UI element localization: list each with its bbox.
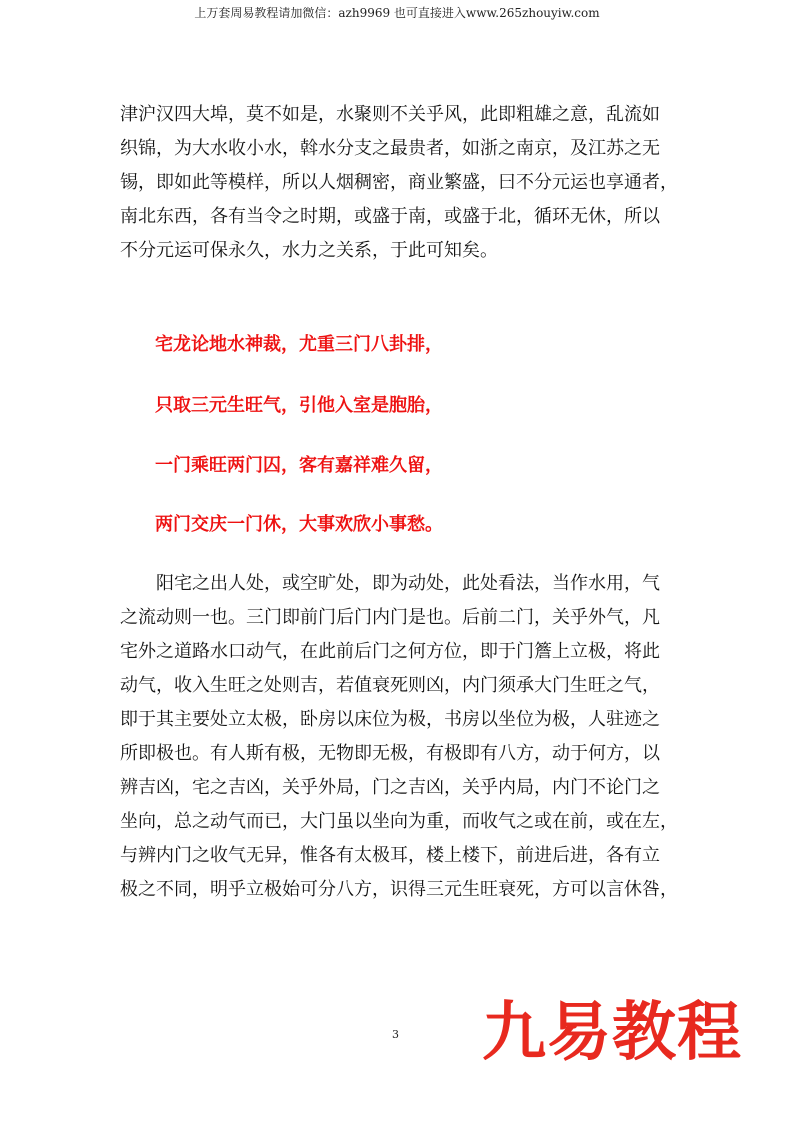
text-line: 辨吉凶，宅之吉凶，关乎外局，门之吉凶，关乎内局，内门不论门之 xyxy=(120,777,660,798)
text-line: 动气，收入生旺之处则吉，若值衰死则凶，内门须承大门生旺之气， xyxy=(120,675,660,696)
verse-line-4: 两门交庆一门休，大事欢欣小事愁。 xyxy=(155,514,443,535)
text-line: 即于其主要处立太极，卧房以床位为极，书房以坐位为极，人驻迹之 xyxy=(120,709,660,730)
text-line: 之流动则一也。三门即前门后门内门是也。后前二门，关乎外气，凡 xyxy=(120,607,660,628)
verse-line-1: 宅龙论地水神裁，尤重三门八卦排， xyxy=(155,334,443,355)
page-header: 上万套周易教程请加微信：azh9969 也可直接进入www.265zhouyiw.com xyxy=(194,6,600,20)
text-line: 不分元运可保永久，水力之关系，于此可知矣。 xyxy=(120,240,498,261)
text-line: 南北东西，各有当令之时期，或盛于南，或盛于北，循环无休，所以 xyxy=(120,206,660,227)
verse-line-3: 一门乘旺两门囚，客有嘉祥难久留， xyxy=(155,455,443,476)
watermark-logo: 九易教程 xyxy=(482,996,742,1070)
text-line: 坐向，总之动气而已，大门虽以坐向为重，而收气之或在前，或在左， xyxy=(120,811,678,832)
text-line: 津沪汉四大埠，莫不如是，水聚则不关乎风，此即粗雄之意，乱流如 xyxy=(120,104,660,125)
verse-line-2: 只取三元生旺气，引他入室是胞胎， xyxy=(155,395,443,416)
text-line: 锡，即如此等模样，所以人烟稠密，商业繁盛，曰不分元运也享通者， xyxy=(120,172,678,193)
text-line: 所即极也。有人斯有极，无物即无极，有极即有八方，动于何方，以 xyxy=(120,743,660,764)
paragraph-1 xyxy=(120,98,686,268)
text-line: 与辨内门之收气无异，惟各有太极耳，楼上楼下，前进后进，各有立 xyxy=(120,845,660,866)
text-line: 阳宅之出人处，或空旷处，即为动处，此处看法，当作水用，气 xyxy=(156,573,660,594)
page-number: 3 xyxy=(392,1028,399,1041)
text-line: 极之不同，明乎立极始可分八方，识得三元生旺衰死，方可以言休咎， xyxy=(120,879,678,900)
text-line: 宅外之道路水口动气，在此前后门之何方位，即于门簷上立极，将此 xyxy=(120,641,660,662)
text-line: 织锦，为大水收小水，斡水分支之最贵者，如浙之南京，及江苏之无 xyxy=(120,138,660,159)
paragraph-2 xyxy=(120,567,686,907)
